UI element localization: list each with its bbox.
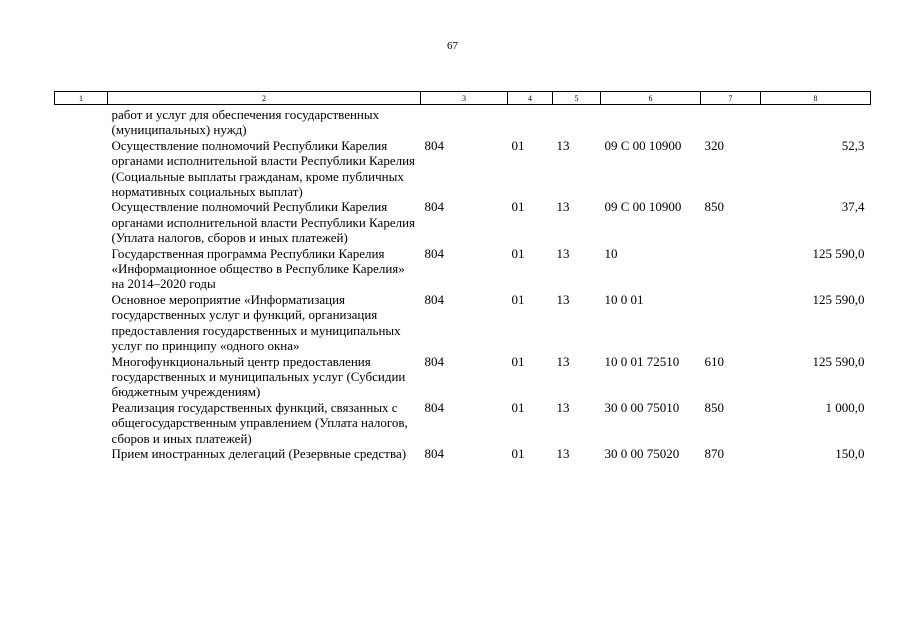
target-article-code: 10 0 01 72510 — [604, 353, 680, 369]
expense-type-code: 850 — [704, 399, 724, 415]
expense-name: Прием иностранных делегаций (Резервные средства) — [111, 445, 407, 461]
page-number: 67 — [447, 40, 458, 52]
column-header: 6 — [601, 92, 701, 105]
row-spacer-cell — [55, 138, 108, 200]
table-row — [55, 199, 871, 245]
expense-name: Осуществление полномочий Республики Карелия органами исполнительной власти Республики Карелия (Уплата налогов, сборов и иных платежей) — [111, 199, 416, 246]
section-code: 01 — [511, 137, 525, 153]
ministry-code: 804 — [424, 445, 444, 461]
expense-name: Осуществление полномочий Республики Карелия органами исполнительной власти Республики Карелия (Социальные выплаты гражданам, кроме публичных нормативных социальных выплат) — [111, 137, 416, 200]
expense-type-code: 850 — [704, 199, 724, 215]
ministry-code: 804 — [424, 399, 444, 415]
section-code: 01 — [511, 245, 525, 261]
target-article-code: 09 С 00 10900 — [604, 199, 682, 215]
column-header: 8 — [761, 92, 871, 105]
row-spacer-cell — [55, 246, 108, 292]
expense-name: Реализация государственных функций, связанных с общегосударственным управлением (Уплата налогов, сборов и иных платежей) — [111, 399, 408, 446]
expense-name: работ и услуг для обеспечения государственных (муниципальных) нужд) — [111, 107, 380, 138]
row-spacer-cell — [55, 354, 108, 400]
subsection-code: 13 — [556, 445, 570, 461]
table-row — [55, 246, 871, 292]
ministry-code: 804 — [424, 199, 444, 215]
subsection-code: 13 — [556, 245, 570, 261]
target-article-code — [601, 105, 701, 138]
ministry-code: 804 — [424, 245, 444, 261]
section-code: 01 — [511, 445, 525, 461]
target-article-code: 30 0 00 75010 — [604, 399, 680, 415]
row-spacer-cell — [55, 105, 108, 138]
subsection-code: 13 — [556, 353, 570, 369]
amount: 125 590,0 — [812, 353, 865, 369]
amount: 37,4 — [841, 199, 865, 215]
row-spacer-cell — [55, 292, 108, 354]
expense-name: Основное мероприятие «Информатизация государственных услуг и функций, организация предоставления государственных и муниципальных услуг по принципу «одного окна» — [111, 291, 401, 354]
column-header: 2 — [108, 92, 421, 105]
target-article-code: 10 — [604, 245, 618, 261]
subsection-code: 13 — [556, 137, 570, 153]
section-code: 01 — [511, 399, 525, 415]
table-header-row — [55, 92, 871, 105]
expense-type-code: 320 — [704, 137, 724, 153]
amount: 52,3 — [841, 137, 865, 153]
expense-name: Многофункциональный центр предоставления государственных и муниципальных услуг (Субсидии бюджетным учреждениям) — [111, 353, 406, 400]
amount: 125 590,0 — [812, 245, 865, 261]
expense-type-code — [701, 105, 761, 138]
column-header: 7 — [701, 92, 761, 105]
amount: 125 590,0 — [812, 291, 865, 307]
expense-type-code: 610 — [704, 353, 724, 369]
subsection-code: 13 — [556, 199, 570, 215]
ministry-code: 804 — [424, 291, 444, 307]
table-row — [55, 446, 871, 461]
table-row — [55, 400, 871, 446]
ministry-code — [421, 105, 508, 138]
target-article-code: 10 0 01 — [604, 291, 644, 307]
table-row — [55, 292, 871, 354]
amount: 150,0 — [835, 445, 865, 461]
table-row — [55, 138, 871, 200]
budget-table — [54, 91, 871, 461]
expense-type-code: 870 — [704, 445, 724, 461]
row-spacer-cell — [55, 446, 108, 461]
column-header: 4 — [508, 92, 553, 105]
column-header: 3 — [421, 92, 508, 105]
section-code — [508, 105, 553, 138]
amount — [761, 105, 871, 138]
section-code: 01 — [511, 291, 525, 307]
ministry-code: 804 — [424, 353, 444, 369]
subsection-code — [553, 105, 601, 138]
row-spacer-cell — [55, 400, 108, 446]
ministry-code: 804 — [424, 137, 444, 153]
column-header: 5 — [553, 92, 601, 105]
subsection-code: 13 — [556, 399, 570, 415]
expense-type-code — [701, 292, 761, 354]
section-code: 01 — [511, 199, 525, 215]
column-header: 1 — [55, 92, 108, 105]
subsection-code: 13 — [556, 291, 570, 307]
section-code: 01 — [511, 353, 525, 369]
table-row — [55, 354, 871, 400]
expense-type-code — [701, 246, 761, 292]
target-article-code: 09 С 00 10900 — [604, 137, 682, 153]
row-spacer-cell — [55, 199, 108, 245]
expense-name: Государственная программа Республики Карелия «Информационное общество в Республике Карелия» на 2014–2020 годы — [111, 245, 405, 292]
table-row — [55, 105, 871, 138]
target-article-code: 30 0 00 75020 — [604, 445, 680, 461]
amount: 1 000,0 — [825, 399, 865, 415]
